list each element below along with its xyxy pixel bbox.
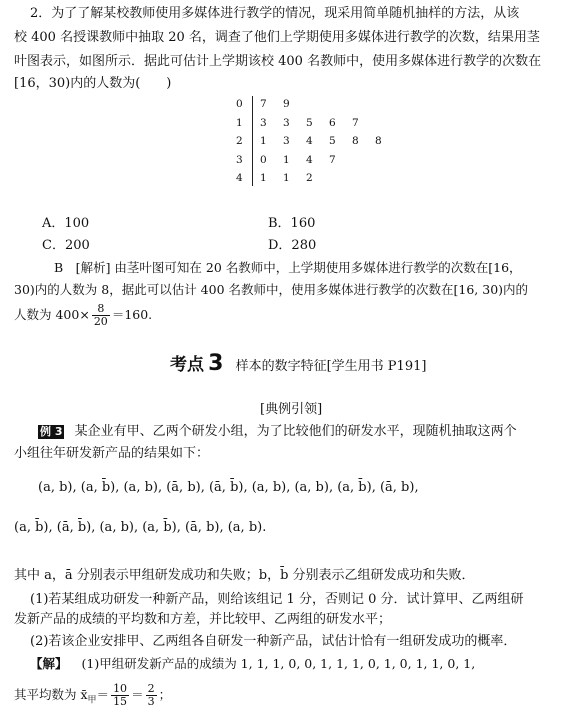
analysis-line	[14, 300, 152, 330]
solution-line: 其平均数为 $x̄_甲=$ $\frac{10}{15}$ ＝ $\frac{2}{3}$ ；	[14, 682, 172, 708]
leaf-value: 3	[283, 135, 290, 147]
analysis-text: ＝160.	[111, 307, 153, 322]
leaf-value: 5	[329, 135, 336, 147]
leaf-value: 7	[352, 116, 359, 129]
example-line: 其中 a，ā 分别表示甲组研发成功和失败；b，b̄ 分别表示乙组研发成功和失败．	[14, 568, 475, 583]
results-line: (a, b̄), (ā, b̄), (a, b), (a, b̄), (ā, b), (a, b).	[14, 520, 267, 535]
leaf-value: 3	[283, 116, 290, 129]
leaf-value: 8	[375, 135, 382, 147]
option-a: A．100	[42, 216, 90, 231]
analysis-line: B [解析] 由茎叶图可知在 20 名教师中，上学期使用多媒体进行教学的次数在[16，	[54, 260, 522, 275]
example-line: 发新产品的成绩的平均数和方差，并比较甲、乙两组的研发水平；	[14, 612, 392, 627]
leaf-value: 6	[329, 116, 336, 129]
leaf-value: 1	[283, 172, 290, 184]
option-d: D．280	[268, 238, 317, 253]
example-line: (2)若该企业安排甲、乙两组各自研发一种新产品，试估计恰有一组研发成功的概率．	[30, 634, 517, 649]
leaf-value: 0	[260, 153, 267, 166]
results-line: (a, b), (a, b̄), (a, b), (ā, b), (ā, b̄), (a, b), (a, b), (a, b̄), (ā, b),	[38, 480, 419, 495]
option-b: B．160	[268, 216, 316, 231]
solution-line	[30, 654, 475, 674]
leaf-value: 2	[306, 172, 313, 184]
fraction: $\frac{2}{3}$	[147, 682, 155, 708]
example-tag: [典例引领]	[260, 402, 323, 417]
solution-text: 其平均数为 x̄	[14, 687, 88, 702]
stem-leaf-divider	[252, 96, 253, 186]
example-line: 小组往年研发新产品的结果如下：	[14, 446, 210, 461]
question-line: 2．为了了解某校教师使用多媒体进行教学的情况，现采用简单随机抽样的方法，从该	[30, 6, 520, 21]
fraction: $\frac{10}{15}$	[113, 682, 128, 708]
leaf-value: 5	[306, 116, 313, 129]
example-line: (1)若某组成功研发一种新产品，则给该组记 1 分，否则记 0 分．试计算甲、乙两组研	[30, 592, 524, 607]
stem-value: 3	[236, 153, 243, 166]
stem-value: 1	[236, 116, 243, 129]
example-text: 某企业有甲、乙两个研发小组，为了比较他们的研发水平，现随机抽取这两个	[74, 424, 517, 439]
leaf-value: 4	[306, 135, 313, 147]
leaf-value: 3	[260, 116, 267, 129]
leaf-value: 1	[283, 153, 290, 166]
leaf-value: 7	[329, 153, 336, 166]
leaf-value: 7	[260, 98, 267, 110]
stem-value: 2	[236, 135, 243, 147]
option-c: C．200	[42, 238, 90, 253]
heading-subtitle: 样本的数字特征[学生用书 P191]	[235, 359, 427, 374]
section-heading	[170, 350, 426, 376]
leaf-value: 1	[260, 135, 267, 147]
heading-kaodian: 考点	[170, 355, 204, 375]
question-line: 叶图表示，如图所示．据此可估计上学期该校 400 名教师中，使用多媒体进行教学的次数在	[14, 54, 542, 69]
solution-tag: 【解】	[30, 656, 68, 671]
question-line: [16，30)内的人数为( )	[14, 76, 172, 91]
leaf-value: 9	[283, 98, 290, 110]
analysis-line: 30)内的人数为 8，据此可以估计 400 名教师中，使用多媒体进行教学的次数在[16, 30)内的	[14, 282, 529, 297]
stem-value: 0	[236, 98, 243, 110]
fraction: $\frac{8}{20}$	[93, 302, 108, 328]
question-line: 校 400 名授课教师中抽取 20 名，调查了他们上学期使用多媒体进行教学的次数，结果用茎	[14, 30, 540, 45]
leaf-value: 4	[306, 153, 313, 166]
solution-text: (1)甲组研发新产品的成绩为 1, 1, 1, 0, 0, 1, 1, 1, 0, 1, 0, 1, 1, 0, 1,	[81, 656, 476, 671]
heading-number: 3	[208, 351, 224, 376]
example-label: 例 3	[40, 425, 63, 438]
analysis-text: 人数为 400×	[14, 307, 90, 322]
leaf-value: 8	[352, 135, 359, 147]
example-line	[38, 422, 517, 442]
leaf-value: 1	[260, 172, 267, 184]
stem-value: 4	[236, 172, 243, 184]
